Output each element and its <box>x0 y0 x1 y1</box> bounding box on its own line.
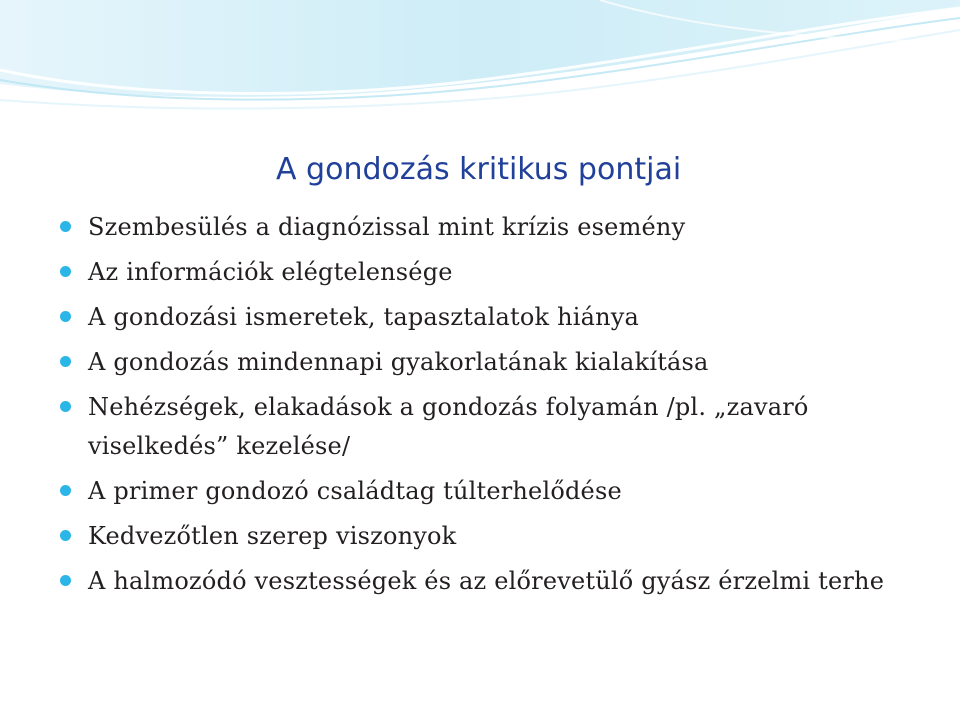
list-item <box>60 517 940 556</box>
bullet-icon <box>60 221 71 232</box>
bullet-icon <box>60 485 71 496</box>
bullet-text: Kedvezőtlen szerep viszonyok <box>88 522 457 550</box>
bullet-icon <box>60 530 71 541</box>
bullet-icon <box>60 356 71 367</box>
list-item <box>60 208 940 247</box>
slide-title: A gondozás kritikus pontjai <box>276 152 682 187</box>
list-item <box>60 388 940 466</box>
list-item <box>60 472 940 511</box>
bullet-text: A halmozódó vesztességek és az előrevetülő gyász érzelmi terhe <box>88 567 885 595</box>
bullet-text: Szembesülés a diagnózissal mint krízis esemény <box>88 213 686 241</box>
list-item <box>60 298 940 337</box>
bullet-icon <box>60 311 71 322</box>
list-item <box>60 253 940 292</box>
list-item <box>60 343 940 382</box>
bullet-text: Nehézségek, elakadások a gondozás folyamán /pl. „zavaró viselkedés” kezelése/ <box>88 393 809 460</box>
bullet-icon <box>60 575 71 586</box>
bullet-icon <box>60 266 71 277</box>
decorative-wave-header <box>0 0 960 120</box>
bullet-text: A gondozási ismeretek, tapasztalatok hiánya <box>88 303 640 331</box>
bullet-text: A primer gondozó családtag túlterhelődése <box>88 477 622 505</box>
bullet-text: Az információk elégtelensége <box>88 258 453 286</box>
list-item <box>60 562 940 601</box>
bullet-text: A gondozás mindennapi gyakorlatának kialakítása <box>88 348 709 376</box>
bullet-icon <box>60 401 71 412</box>
bullet-list <box>60 208 940 601</box>
